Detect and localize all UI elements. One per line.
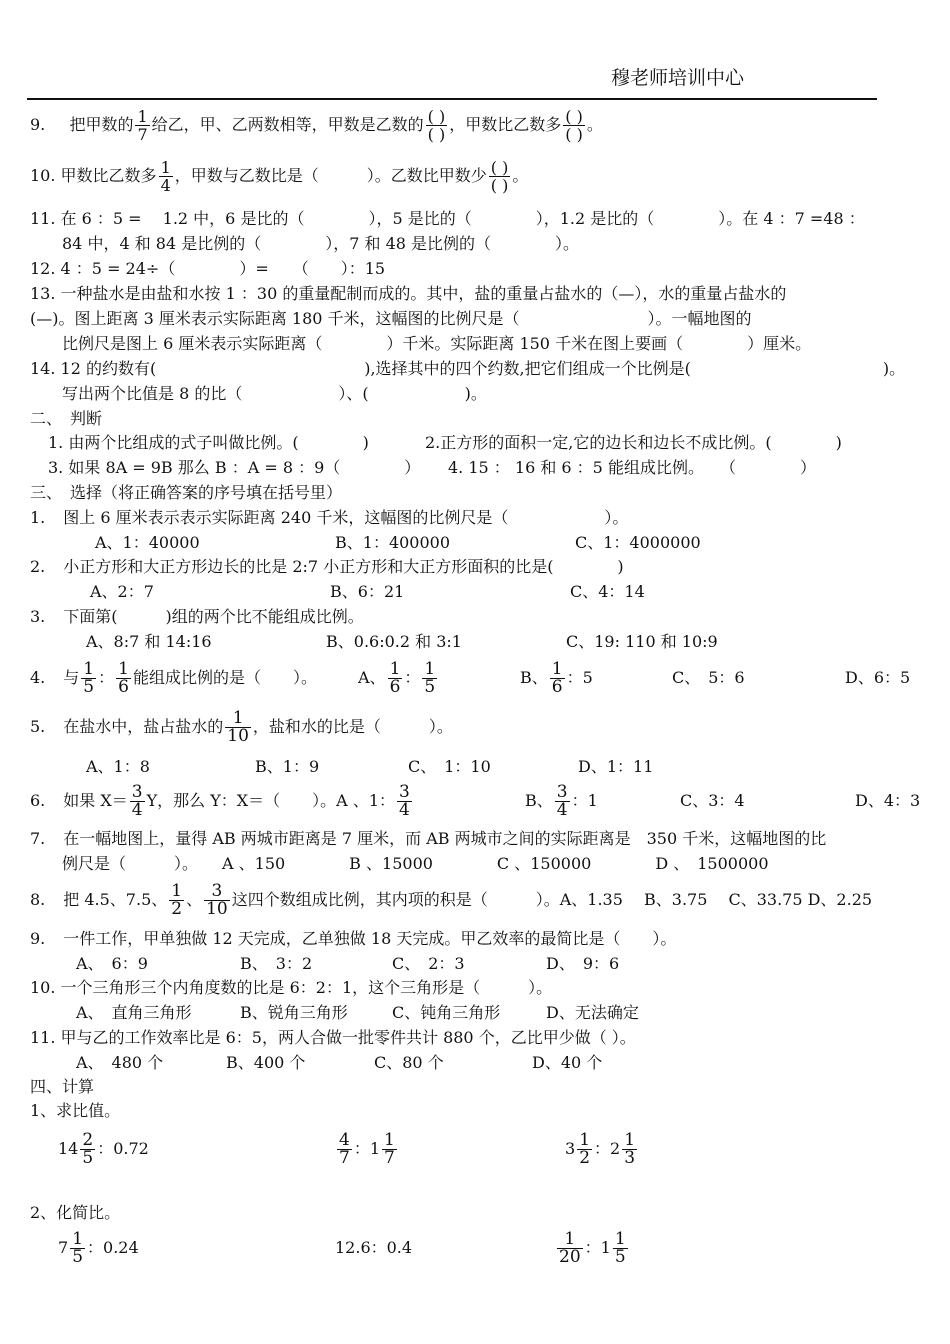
fill-question-13-line3: 比例尺是图上 6 厘米表示实际距离（ ）千米。实际距离 150 千米在图上要画（ ）厘米。 xyxy=(62,334,812,353)
q-text: 。 xyxy=(512,166,529,185)
choice-10-option-a[interactable]: A、 直角三角形 xyxy=(76,1003,192,1022)
choice-2-option-a[interactable]: A、2：7 xyxy=(90,582,154,601)
fraction: $\frac{3}{10}$ xyxy=(206,881,228,919)
choice-4-option-c[interactable]: C、 5：6 xyxy=(672,668,745,687)
choice-9-option-a[interactable]: A、 6：9 xyxy=(76,954,148,973)
section-title-judge: 二、 判断 xyxy=(30,409,103,428)
choice-1-option-b[interactable]: B、1：400000 xyxy=(335,533,451,552)
blank-fraction[interactable]: $\frac{( )}{( )}$ xyxy=(490,158,509,195)
choice-3-option-a[interactable]: A、8:7 和 14:16 xyxy=(86,632,212,651)
choice-10-option-b[interactable]: B、锐角三角形 xyxy=(240,1003,348,1022)
choice-5-option-b[interactable]: B、1：9 xyxy=(255,757,320,776)
fill-question-10 xyxy=(30,157,528,195)
calc-2-item-a: 7 $\frac{1}{5}$ ：0.24 xyxy=(58,1229,139,1267)
fraction: $\frac{1}{10}$ xyxy=(227,708,249,746)
judge-item-1: 1. 由两个比组成的式子叫做比例。( ) xyxy=(48,433,369,452)
choice-question-10: 10. 一个三角形三个内角度数的比是 6：2：1，这个三角形是（ ）。 xyxy=(30,978,553,997)
q-text: ，甲数与乙数比是（ ）。乙数比甲数少 xyxy=(174,166,487,185)
q-text: 把甲数的 xyxy=(69,115,134,134)
choice-1-option-a[interactable]: A、1：40000 xyxy=(95,533,200,552)
fraction: $\frac{1}{5}$ xyxy=(83,659,95,697)
choice-question-6: 6. 如果 X＝ $\frac{3}{4}$ Y，那么 Y：X＝（ ）。A 、1： $\frac{3}{4}$ xyxy=(30,782,410,820)
judge-item-3: 3. 如果 8A = 9B 那么 B ：A = 8 ：9（ ） xyxy=(48,458,421,477)
choice-2-option-b[interactable]: B、6：21 xyxy=(330,582,405,601)
choice-6-option-a-fraction[interactable]: $\frac{3}{4}$ xyxy=(399,782,410,820)
fill-question-11-line1: 11. 在 6 ：5 = 1.2 中，6 是比的（ ），5 是比的（ ），1.2 是比的（ ）。在 4 ：7 =48 ： xyxy=(30,209,865,228)
choice-11-option-d[interactable]: D、40 个 xyxy=(532,1053,603,1072)
q-number: 10. xyxy=(30,166,56,185)
fill-question-9 xyxy=(30,106,603,144)
choice-question-1: 1. 图上 6 厘米表示表示实际距离 240 千米，这幅图的比例尺是（ ）。 xyxy=(30,508,629,527)
calc-1-item-b: $\frac{4}{7}$ ：1 $\frac{1}{7}$ xyxy=(339,1130,395,1168)
calc-subtitle-simplify: 2、化简比。 xyxy=(30,1203,121,1222)
choice-question-11: 11. 甲与乙的工作效率比是 6：5，两人合做一批零件共计 880 个，乙比甲少做（ ）。 xyxy=(30,1028,636,1047)
choice-6-option-d[interactable]: D、4：3 xyxy=(855,791,921,810)
calc-1-item-c: 3 $\frac{1}{2}$ ：2 $\frac{1}{3}$ xyxy=(565,1130,636,1168)
blank-fraction[interactable]: $\frac{( )}{( )}$ xyxy=(565,107,583,144)
choice-10-option-d[interactable]: D、无法确定 xyxy=(546,1003,639,1022)
q-text: 。 xyxy=(586,115,603,134)
choice-question-5: 5. 在盐水中，盐占盐水的 $\frac{1}{10}$ ，盐和水的比是（ ）。 xyxy=(30,708,453,746)
calc-2-item-b: 12.6：0.4 xyxy=(335,1238,413,1257)
fill-question-14-line1: 14. 12 的约数有( ),选择其中的四个约数,把它们组成一个比例是( )。 xyxy=(30,359,906,378)
q-text: 给乙，甲、乙两数相等，甲数是乙数的 xyxy=(151,115,424,134)
choice-9-option-c[interactable]: C、 2：3 xyxy=(392,954,465,973)
blank-fraction[interactable]: $\frac{( )}{( )}$ xyxy=(427,107,446,144)
header-rule xyxy=(27,98,877,100)
judge-item-4: 4. 15 ： 16 和 6 ：5 能组成比例。 （ ） xyxy=(448,458,816,477)
choice-2-option-c[interactable]: C、4：14 xyxy=(570,582,645,601)
choice-question-2: 2. 小正方形和大正方形边长的比是 2:7 小正方形和大正方形面积的比是( ) xyxy=(30,557,624,576)
choice-question-9: 9. 一件工作，甲单独做 12 天完成，乙单独做 18 天完成。甲乙效率的最简比是（ ）。 xyxy=(30,929,677,948)
calc-2-item-c: $\frac{1}{20}$ ：1 $\frac{1}{5}$ xyxy=(559,1229,626,1267)
choice-question-7-line2: 例尺是（ ）。 A 、150 B 、15000 C 、150000 D 、 1500000 xyxy=(62,854,769,873)
choice-4-option-b[interactable]: B、 $\frac{1}{6}$ ：5 xyxy=(520,659,593,697)
choice-5-option-a[interactable]: A、1：8 xyxy=(86,757,150,776)
choice-11-option-c[interactable]: C、80 个 xyxy=(374,1053,444,1072)
section-title-choice: 三、 选择（将正确答案的序号填在括号里） xyxy=(30,483,343,502)
fraction: $\frac{3}{4}$ xyxy=(131,782,143,820)
choice-5-option-d[interactable]: D、1：11 xyxy=(578,757,654,776)
q-text: ，甲数比乙数多 xyxy=(449,115,562,134)
choice-11-option-a[interactable]: A、 480 个 xyxy=(76,1053,164,1072)
choice-question-8: 8. 把 4.5、7.5、 $\frac{1}{2}$ 、 $\frac{3}{10}$ 这四个数组成比例，其内项的积是（ ）。A、1.35 B、3.75 C、33.75 D、2.25 xyxy=(30,881,873,919)
choice-question-4: 4. 与 $\frac{1}{5}$ ： $\frac{1}{6}$ 能组成比例的是（ ）。 xyxy=(30,659,317,697)
fill-question-12: 12. 4 ：5 = 24÷（ ）= （ ）：15 xyxy=(30,259,386,278)
q-text: 甲数比乙数多 xyxy=(60,166,157,185)
fill-question-13-line1: 13. 一种盐水是由盐和水按 1 ：30 的重量配制而成的。其中，盐的重量占盐水的（—），水的重量占盐水的 xyxy=(30,284,787,303)
fill-question-14-line2: 写出两个比值是 8 的比（ ）、( )。 xyxy=(62,384,487,403)
choice-question-7-line1: 7. 在一幅地图上，量得 AB 两城市距离是 7 厘米，而 AB 两城市之间的实际距离是 350 千米，这幅地图的比 xyxy=(30,829,827,848)
fraction: $\frac{1}{6}$ xyxy=(118,659,129,697)
choice-9-option-b[interactable]: B、 3：2 xyxy=(240,954,313,973)
choice-6-option-b[interactable]: B、 $\frac{3}{4}$ ：1 xyxy=(525,782,598,820)
choice-question-3: 3. 下面第( )组的两个比不能组成比例。 xyxy=(30,607,364,626)
choice-5-option-c[interactable]: C、 1：10 xyxy=(408,757,491,776)
fraction: $\frac{1}{7}$ xyxy=(137,107,148,144)
calc-1-item-a: 14 $\frac{2}{5}$ ：0.72 xyxy=(58,1130,149,1168)
fraction: $\frac{1}{2}$ xyxy=(171,881,183,919)
choice-9-option-d[interactable]: D、 9：6 xyxy=(546,954,620,973)
header-title: 穆老师培训中心 xyxy=(611,67,745,89)
choice-1-option-c[interactable]: C、1：4000000 xyxy=(575,533,701,552)
choice-6-option-c[interactable]: C、3：4 xyxy=(680,791,745,810)
choice-4-option-d[interactable]: D、6：5 xyxy=(845,668,911,687)
fill-question-11-line2: 84 中，4 和 84 是比例的（ ），7 和 48 是比例的（ ）。 xyxy=(62,234,580,253)
section-title-calc: 四、计算 xyxy=(30,1077,95,1096)
choice-4-option-a[interactable]: A、 $\frac{1}{6}$ ： $\frac{1}{5}$ xyxy=(358,659,436,697)
choice-3-option-b[interactable]: B、0.6:0.2 和 3:1 xyxy=(326,632,462,651)
choice-11-option-b[interactable]: B、400 个 xyxy=(226,1053,306,1072)
fraction: $\frac{1}{4}$ xyxy=(160,158,171,195)
calc-subtitle-ratio-value: 1、求比值。 xyxy=(30,1101,121,1120)
choice-10-option-c[interactable]: C、钝角三角形 xyxy=(392,1003,501,1022)
q-number: 9. xyxy=(30,115,46,134)
choice-3-option-c[interactable]: C、19: 110 和 10:9 xyxy=(566,632,718,651)
judge-item-2: 2.正方形的面积一定,它的边长和边长不成比例。( ) xyxy=(425,433,842,452)
fill-question-13-line2: (—)。图上距离 3 厘米表示实际距离 180 千米，这幅图的比例尺是（ ）。一幅地图的 xyxy=(30,309,752,328)
